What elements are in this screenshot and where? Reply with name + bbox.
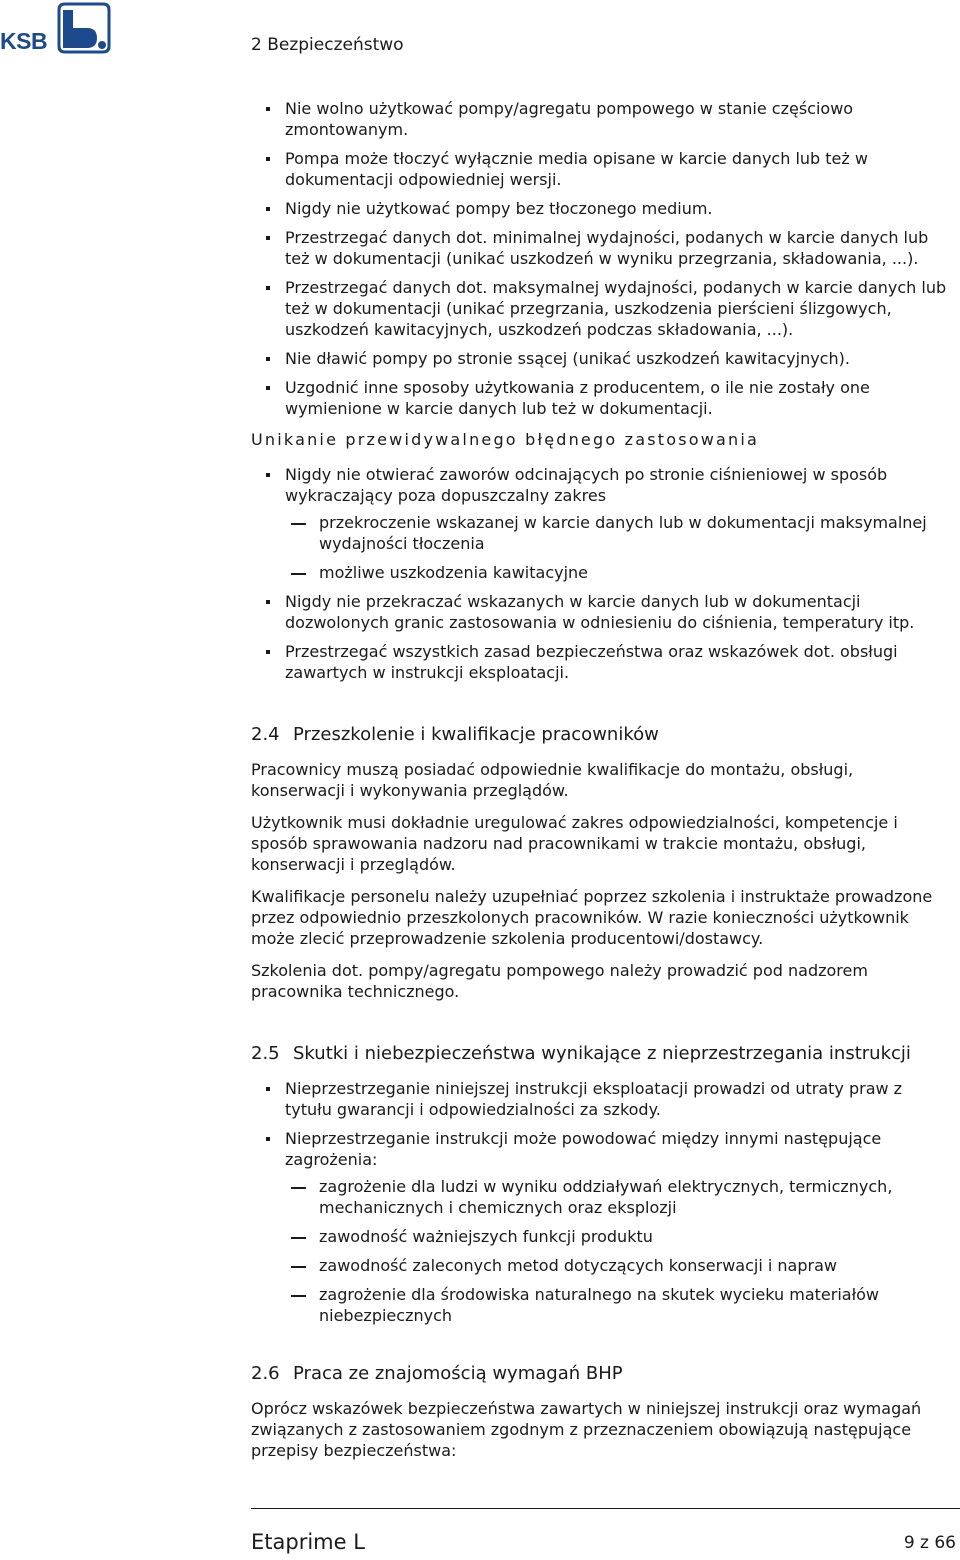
list-item [251,1128,951,1326]
list-item: Przestrzegać wszystkich zasad bezpieczeństwa oraz wskazówek dot. obsługi zawartych w instrukcji eksploatacji. [251,641,951,683]
paragraph: Użytkownik musi dokładnie uregulować zakres odpowiedzialności, kompetencje i sposób sprawowania nadzoru nad pracownikami w trakcie montażu, obsługi, konserwacji i przeglądów. [251,813,898,874]
list-item [251,464,951,583]
section-heading-2-5 [251,1042,951,1066]
section-title: Przeszkolenie i kwalifikacje pracowników [293,724,659,745]
paragraph: Kwalifikacje personelu należy uzupełniać poprzez szkolenia i instruktaże prowadzone przez odpowiednio przeszkolonych pracowników. W razie konieczności użytkownik może zlecić przeprowadzenie szkolenia producentowi/dostawcy. [251,887,933,948]
footer-product-name: Etaprime L [251,1530,365,1554]
list-item: Przestrzegać danych dot. maksymalnej wydajności, podanych w karcie danych lub też w dokumentacji (unikać przegrzania, uszkodzenia pierścieni ślizgowych, uszkodzeń kawitacyjnych, uszkodzeń podczas składowania, ...). [251,277,951,340]
section-heading-2-6 [251,1362,951,1386]
sub-list-item: zagrożenie dla ludzi w wyniku oddziaływań elektrycznych, termicznych, mechanicznych i chemicznych oraz eksplozji [251,1176,951,1218]
list-item: Przestrzegać danych dot. minimalnej wydajności, podanych w karcie danych lub też w dokumentacji (unikać uszkodzeń w wyniku przegrzania, składowania, ...). [251,227,951,269]
list-item-text: Nieprzestrzeganie instrukcji może powodować między innymi następujące zagrożenia: [285,1129,882,1169]
sub-list [251,512,951,583]
sub-list-item: możliwe uszkodzenia kawitacyjne [251,562,951,583]
usage-restrictions-list [251,98,951,419]
list-item: Pompa może tłoczyć wyłącznie media opisane w karcie danych lub też w dokumentacji odpowiedniej wersji. [251,148,951,190]
section-number: 2.5 [251,1043,280,1064]
paragraph: Oprócz wskazówek bezpieczeństwa zawartych w niniejszej instrukcji oraz wymagań związanych z zastosowaniem zgodnym z przeznaczeniem obowiązują następujące przepisy bezpieczeństwa: [251,1399,922,1460]
paragraph: Szkolenia dot. pompy/agregatu pompowego należy prowadzić pod nadzorem pracownika technicznego. [251,961,868,1001]
list-item: Nie wolno użytkować pompy/agregatu pompowego w stanie częściowo zmontowanym. [251,98,951,140]
misuse-heading: Unikanie przewidywalnego błędnego zastosowania [251,430,760,449]
list-item: Nigdy nie przekraczać wskazanych w karcie danych lub w dokumentacji dozwolonych granic zastosowania w odniesieniu do ciśnienia, temperatury itp. [251,591,951,633]
page-number: 9 z 66 [903,1533,956,1553]
sub-list-item: przekroczenie wskazanej w karcie danych lub w dokumentacji maksymalnej wydajności tłoczenia [251,512,951,554]
section-number: 2.6 [251,1363,280,1384]
running-header-section: 2 Bezpieczeństwo [251,35,404,55]
list-item: Nigdy nie użytkować pompy bez tłoczonego medium. [251,198,951,219]
section-title: Skutki i niebezpieczeństwa wynikające z nieprzestrzegania instrukcji [293,1043,911,1064]
section-heading-2-4 [251,723,951,747]
paragraph: Pracownicy muszą posiadać odpowiednie kwalifikacje do montażu, obsługi, konserwacji i wykonywania przeglądów. [251,760,854,800]
section-number: 2.4 [251,724,280,745]
footer-divider [251,1508,960,1509]
sub-list-item: zawodność ważniejszych funkcji produktu [251,1226,951,1247]
list-item: Nieprzestrzeganie niniejszej instrukcji eksploatacji prowadzi od utraty praw z tytułu gwarancji i odpowiedzialności za szkody. [251,1078,951,1120]
page-content [251,98,951,1472]
list-item: Uzgodnić inne sposoby użytkowania z producentem, o ile nie zostały one wymienione w karcie danych lub też w dokumentacji. [251,377,951,419]
ksb-logo [0,0,116,58]
ksb-logo-text: KSB [0,28,48,54]
sub-list-item: zawodność zaleconych metod dotyczących konserwacji i napraw [251,1255,951,1276]
consequences-list [251,1078,951,1326]
section-title: Praca ze znajomością wymagań BHP [293,1363,623,1384]
list-item-text: Nigdy nie otwierać zaworów odcinających po stronie ciśnieniowej w sposób wykraczający poza dopuszczalny zakres [285,465,888,505]
ksb-logo-mark-icon [57,2,111,54]
misuse-list [251,464,951,683]
sub-list [251,1176,951,1326]
sub-list-item: zagrożenie dla środowiska naturalnego na skutek wycieku materiałów niebezpiecznych [251,1284,951,1326]
list-item: Nie dławić pompy po stronie ssącej (unikać uszkodzeń kawitacyjnych). [251,348,951,369]
